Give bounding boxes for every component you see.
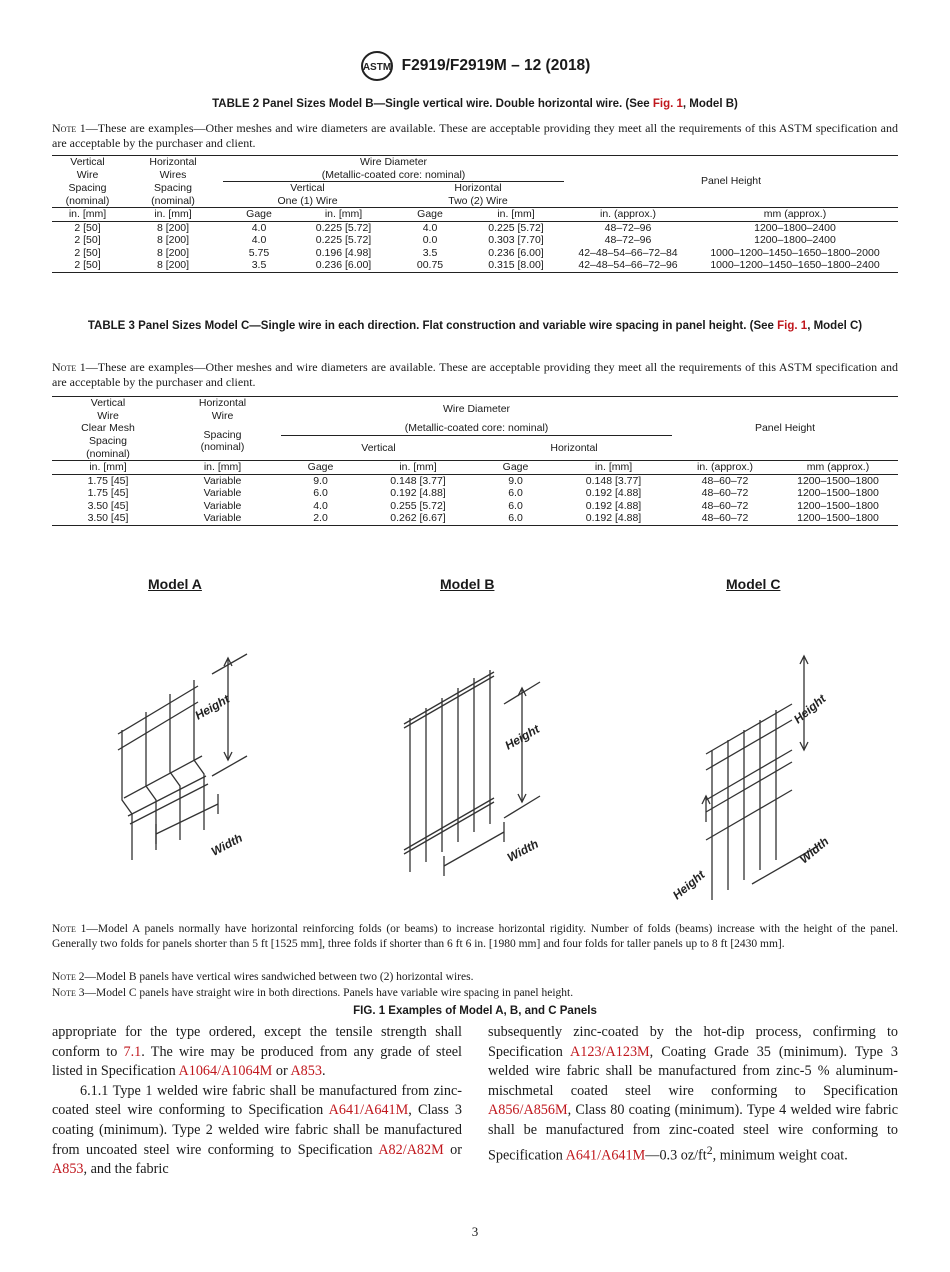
table-row [52,474,898,487]
table3-unit: Gage [281,461,360,475]
table2-header: Spacing [154,181,192,194]
table2-cell: 0.236 [6.00] [488,246,544,259]
table2-unit: Gage [223,208,295,222]
body-left-column [52,1023,462,1180]
table2-header: Vertical [290,182,325,194]
model-c-width-text: Width [796,834,832,867]
table3-unit: in. (approx.) [672,461,778,475]
body-paragraph: subsequently zinc-coated by the hot-dip process, confirming to Specification A123/A123M, Coating Grade 35 (minimum). Type 3 welded wire fabric shall be manufactured from zinc-5 % aluminum-mischmetal coated steel wire conforming to Specification A856/A856M, Class 80 coating (minimum). Type 4 welded wire fabric shall be manufactured from zinc-coated steel wire conforming to Specification A641/A641M—0.3 $oz/ft^2$, minimum weight coat. [488,1024,898,1164]
table-row [52,221,898,234]
model-a-width-dimension [156,794,218,844]
table3-cell: 6.0 [508,487,523,499]
model-b-vertical-wires [410,670,490,872]
table3-caption: TABLE 3 Panel Sizes Model C—Single wire in each direction. Flat construction and variable wire spacing in panel height. (See Fig. 1, Model C) [87,320,863,332]
table2-header: Horizontal [123,156,223,169]
table-row [52,247,898,260]
table-row [52,512,898,525]
table3-cell: 4.0 [313,499,328,512]
table3-unit: in. [mm] [52,461,164,475]
spec-link[interactable]: A856/A856M [488,1102,568,1119]
table2-cell: 0.236 [6.00] [295,259,392,272]
table3-fig-link[interactable]: Fig. 1 [777,320,808,332]
astm-logo-icon [360,50,394,82]
table2-cell: 0.225 [5.72] [315,234,372,246]
table2-cell: 48–72–96 [604,221,652,234]
spec-link[interactable]: A853 [290,1063,322,1080]
table3-cell: 1200–1500–1800 [797,474,879,487]
table2-cell: 1000–1200–1450–1650–1800–2000 [710,246,880,259]
table3-cell: Variable [164,512,281,525]
model-a-drawing [118,654,247,860]
table3-cell: 0.192 [4.88] [555,512,672,525]
spec-link[interactable]: A1064/A1064M [178,1063,273,1080]
spec-link[interactable]: A641/A641M [328,1102,409,1119]
table2-cell: 2 [50] [74,246,101,259]
table2-header: Two (2) Wire [448,194,508,207]
table3-cell: 1.75 [45] [87,474,129,487]
model-c-spacing-dimension [702,796,710,822]
table3-header: Vertical [52,397,164,410]
table2-header: Spacing [68,181,107,194]
table3-unit: in. [mm] [164,461,281,475]
table3-cell: 1200–1500–1800 [797,499,879,512]
table2-cell: 0.196 [4.98] [315,246,372,259]
table3-cell: 0.148 [3.77] [390,474,446,487]
table2-cell: 4.0 [422,221,438,234]
model-c-label: Model C [726,576,781,592]
table2-cell: 1200–1800–2400 [754,221,836,234]
table2-cell: 2 [50] [74,221,101,234]
table3-cell: 1200–1500–1800 [797,487,879,499]
table-row [52,487,898,500]
spec-link[interactable]: A641/A641M [565,1147,646,1164]
model-b-horizontal-wires [404,672,494,854]
body-paragraph: appropriate for the type ordered, except the tensile strength shall conform to 7.1. The wire may be produced from any grade of steel listed in Specification A1064/A1064M or A853. [52,1024,462,1080]
table2 [52,155,898,273]
table3 [52,396,898,526]
model-c-drawing [702,656,818,900]
table2-caption: TABLE 2 Panel Sizes Model B—Single vertical wire. Double horizontal wire. (See Fig. 1, Model B) [212,98,738,110]
table3-cell: 3.50 [45] [87,499,129,512]
model-a-width-text: Width [208,830,245,859]
table2-unit: in. [mm] [123,208,223,222]
table2-cell: 8 [200] [123,259,223,272]
table2-header-panel-height: Panel Height [564,156,898,208]
model-c-height-text: Height [790,691,829,727]
figure-caption: FIG. 1 Examples of Model A, B, and C Panels [353,1005,597,1017]
model-c-horizontal-wires [706,704,792,840]
table3-cell: 0.192 [4.88] [585,487,642,499]
model-b-height-text: Height [502,721,542,753]
table3-cell: 9.0 [313,474,328,487]
table3-header: Vertical [361,441,396,454]
table3-cell: 6.0 [508,499,523,512]
table3-header: (nominal) [86,447,130,460]
model-a-height-text: Height [192,691,232,723]
table3-cell: 48–60–72 [701,487,749,499]
table3-note: Note 1—These are examples—Other meshes and wire diameters are available. These are acceptable providing they meet all the requirements of this ASTM specification and are acceptable by the purchaser and client. [52,360,898,389]
table-row [52,259,898,272]
table2-cell: 0.0 [422,234,438,246]
table3-header: Wire [97,409,119,422]
table3-header-panel-height: Panel Height [672,397,898,461]
table3-cell: 0.255 [5.72] [390,499,446,512]
model-a-height-dimension [212,654,247,776]
table2-cell: 3.5 [422,246,438,259]
figure-note-3: Note 3—Model C panels have straight wire in both directions. Panels have variable wire spacing in panel height. [52,987,574,999]
table2-cell: 48–72–96 [604,234,652,246]
section-link[interactable]: 7.1 [123,1043,142,1060]
table2-cell: 1000–1200–1450–1650–1800–2400 [692,259,898,272]
figure-note-2: Note 2—Model B panels have vertical wires sandwiched between two (2) horizontal wires. [52,971,474,983]
table2-cell: 8 [200] [156,246,190,259]
table3-cell: 48–60–72 [701,474,749,487]
table2-header: Vertical [52,156,123,169]
table2-fig-link[interactable]: Fig. 1 [652,98,683,110]
table3-cell: 0.192 [4.88] [585,499,642,512]
table2-cell: 4.0 [251,234,267,246]
table3-header: Clear Mesh [81,422,135,435]
table3-header: (Metallic-coated core: nominal) [281,422,672,435]
table2-cell: 3.5 [223,259,295,272]
body-paragraph: 6.1.1 Type 1 welded wire fabric shall be manufactured from zinc-coated steel wire conforming to Specification A641/A641M, Class 3 coating (minimum). Type 2 welded wire fabric shall be manufactured from uncoated steel wire conforming to Specification A82/A82M or A853, and the fabric [52,1082,462,1178]
table2-cell: 2 [50] [74,234,101,246]
table3-header: Horizontal [550,441,598,454]
table3-header: Horizontal Wire [164,397,281,423]
spec-link[interactable]: A123/A123M [570,1043,650,1060]
table3-header: Spacing (nominal) [200,428,245,453]
table2-unit: in. (approx.) [564,208,692,222]
table2-header: (nominal) [151,194,195,207]
table3-cell: 0.262 [6.67] [360,512,476,525]
table3-cell: 48–60–72 [701,499,749,512]
model-c-spacing-height-text: Height [669,867,708,903]
body-right-column [488,1023,898,1166]
table3-unit: mm (approx.) [778,461,898,475]
table2-header: (nominal) [65,194,110,207]
table3-cell: Variable [203,474,242,487]
table3-cell: 0.192 [4.88] [390,487,446,499]
table3-cell: 1200–1500–1800 [778,512,898,525]
page-number: 3 [471,1224,479,1239]
table3-unit: Gage [476,461,555,475]
table2-cell: 42–48–54–66–72–96 [564,259,692,272]
table2-cell: 0.225 [5.72] [315,221,372,234]
table2-unit: mm (approx.) [692,208,898,222]
model-b-width-text: Width [504,836,541,865]
table2-note: Note 1—These are examples—Other meshes and wire diameters are available. These are acceptable providing they meet all the requirements of this ASTM specification and are acceptable by the purchaser and client. [52,121,898,150]
table2-header: Wire Diameter [223,156,564,169]
table2-unit: in. [mm] [52,208,123,222]
table3-cell: 6.0 [313,487,328,499]
spec-link[interactable]: A853 [52,1161,84,1178]
table2-unit: in. [mm] [468,208,564,222]
table3-header: Wire Diameter [281,397,672,423]
table3-cell: 9.0 [508,474,523,487]
table2-header: Wires [159,168,187,181]
table3-header: Spacing [89,435,127,447]
page-header [0,50,950,82]
model-a-label: Model A [148,576,202,592]
table3-cell: 48–60–72 [672,512,778,525]
table2-cell: 8 [200] [156,221,190,234]
table3-cell: 3.50 [45] [52,512,164,525]
table-row [52,234,898,247]
table2-cell: 0.315 [8.00] [468,259,564,272]
table3-cell: 6.0 [476,512,555,525]
table2-cell: 0.303 [7.70] [488,234,544,246]
table2-cell: 0.225 [5.72] [488,221,544,234]
table2-cell: 00.75 [392,259,468,272]
spec-link[interactable]: A82/A82M [378,1141,444,1158]
table3-unit: in. [mm] [360,461,476,475]
table2-header: (Metallic-coated core: nominal) [223,169,564,182]
table2-cell: 5.75 [248,246,270,259]
panel-figure [52,600,898,920]
table2-cell: 2 [50] [52,259,123,272]
figure-note-1: Note 1—Model A panels normally have horizontal reinforcing folds (or beams) to increase horizontal rigidity. Number of folds (beams) increase with the height of the panel. Generally two folds for panels shorter than 5 ft [1525 mm], three folds if shorter than 6 ft 6 in. [1980 mm] and four folds for taller panels up to 8 ft [2430 mm]. [52,923,898,950]
table2-unit: Gage [392,208,468,222]
table2-cell: 4.0 [251,221,267,234]
table2-header: Horizontal [454,182,502,194]
table2-header: One (1) Wire [277,194,338,207]
table2-header: Wire [76,168,99,181]
table2-cell: 42–48–54–66–72–84 [578,246,678,259]
table-row [52,500,898,513]
table3-unit: in. [mm] [555,461,672,475]
table3-cell: Variable [203,487,242,499]
table3-cell: Variable [203,499,242,512]
document-title: F2919/F2919M – 12 (2018) [401,57,591,74]
svg-text:ASTM: ASTM [362,62,391,73]
table2-cell: 1200–1800–2400 [754,234,836,246]
table3-cell: 0.148 [3.77] [585,474,642,487]
table2-unit: in. [mm] [295,208,392,222]
table3-cell: 2.0 [281,512,360,525]
table2-cell: 8 [200] [156,234,190,246]
model-b-label: Model B [440,576,495,592]
table3-cell: 1.75 [45] [87,487,129,499]
